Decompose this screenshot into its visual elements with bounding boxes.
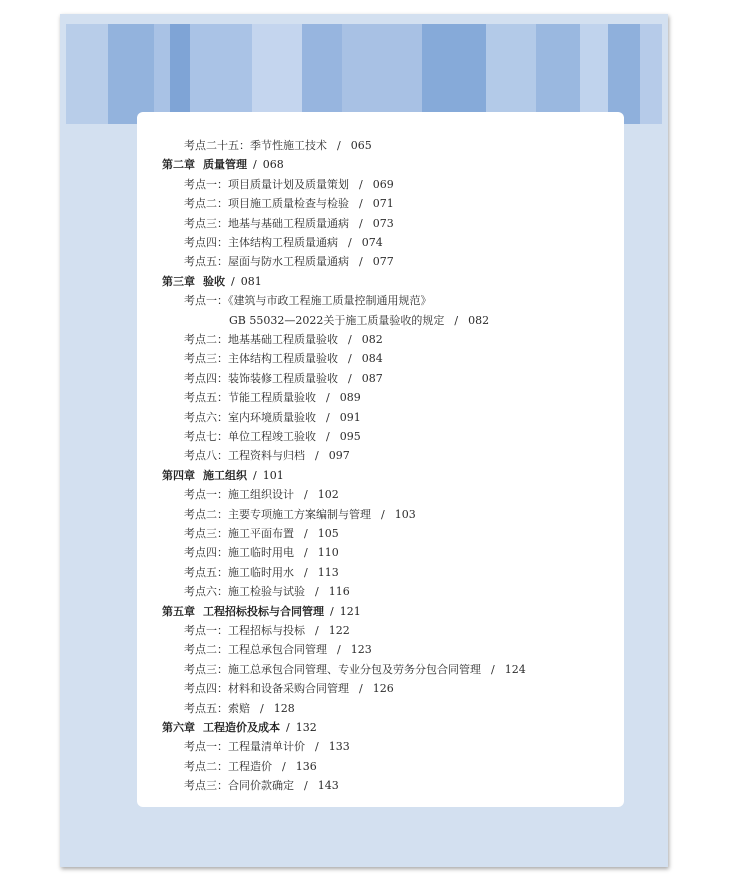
page-separator: / (348, 333, 352, 346)
page-separator: / (359, 197, 363, 211)
page-number: 102 (317, 488, 339, 502)
section-title: 考点三：施工总承包合同管理、专业分包及劳务分包合同管理 (184, 662, 481, 676)
toc-section-row (184, 702, 295, 716)
page-number: 089 (339, 391, 361, 405)
page-separator: / (326, 391, 330, 405)
page-separator: / (491, 662, 495, 676)
chapter-title: 工程造价及成本 (203, 721, 280, 734)
toc-chapter-row (162, 275, 262, 289)
toc-section-row (184, 779, 339, 793)
page-number: 113 (317, 565, 339, 579)
toc-section-row (184, 352, 383, 366)
page-separator: / (282, 759, 286, 773)
chapter-title: 验收 (203, 274, 225, 288)
page-separator: / (348, 371, 352, 385)
toc-continuation-row (229, 314, 489, 328)
section-title: 考点三：主体结构工程质量验收 (184, 352, 338, 366)
section-title: GB 55032—2022关于施工质量验收的规定 (229, 313, 445, 327)
section-title: 考点六：室内环境质量验收 (184, 410, 316, 424)
page-number: 136 (295, 759, 317, 773)
section-title: 考点一：施工组织设计 (184, 488, 294, 502)
page-separator: / (359, 255, 363, 269)
toc-chapter-row (162, 158, 284, 172)
toc-chapter-row (162, 721, 317, 735)
page-number: 126 (372, 682, 394, 696)
page-separator: / (315, 585, 319, 599)
chapter-title: 工程招标投标与合同管理 (203, 604, 324, 618)
page-separator: / (337, 643, 341, 657)
toc-section-row (184, 527, 339, 541)
page-number: 143 (317, 779, 339, 793)
page-number: 101 (262, 468, 284, 482)
page-separator: / (304, 779, 308, 793)
page-separator: / (286, 721, 290, 734)
section-title: 考点一：《建筑与市政工程施工质量控制通用规范》 (184, 294, 432, 308)
chapter-number: 第六章 (162, 721, 195, 734)
section-title: 考点二：工程造价 (184, 759, 272, 773)
chapter-number: 第四章 (162, 468, 195, 482)
section-title: 考点四：施工临时用电 (184, 546, 294, 560)
page-separator: / (330, 604, 334, 618)
toc-section-row (184, 411, 361, 425)
page-number: 082 (361, 333, 383, 346)
page-number: 133 (328, 740, 350, 754)
toc-section-row (184, 566, 339, 580)
page-number: 081 (240, 274, 262, 288)
chapter-title: 质量管理 (203, 158, 247, 172)
section-title: 考点二：地基基础工程质量验收 (184, 333, 338, 346)
page-number: 123 (350, 643, 372, 657)
page-separator: / (253, 158, 257, 172)
page-number: 105 (317, 527, 339, 540)
section-title: 考点四：装饰装修工程质量验收 (184, 371, 338, 385)
page-separator: / (454, 313, 459, 327)
toc-section-row (184, 197, 394, 211)
section-title: 考点二十五：季节性施工技术 (184, 139, 327, 152)
page-number: 097 (328, 449, 350, 463)
page-number: 091 (339, 410, 361, 424)
page-number: 071 (372, 197, 394, 211)
toc-section-row (184, 139, 372, 153)
chapter-number: 第五章 (162, 604, 195, 618)
toc-chapter-row (162, 605, 361, 619)
page-separator: / (315, 624, 319, 637)
page-separator: / (304, 565, 308, 579)
toc-section-row (184, 508, 416, 522)
section-title: 考点八：工程资料与归档 (184, 449, 305, 463)
section-title: 考点一：工程招标与投标 (184, 624, 305, 637)
page-number: 068 (262, 158, 284, 172)
page-number: 132 (295, 721, 317, 734)
page-number: 128 (273, 701, 295, 715)
section-title: 考点一：项目质量计划及质量策划 (184, 177, 349, 191)
section-title: 考点四：材料和设备采购合同管理 (184, 682, 349, 696)
toc-section-row (184, 585, 350, 599)
section-title: 考点二：主要专项施工方案编制与管理 (184, 507, 371, 521)
page-separator: / (337, 139, 341, 152)
page-separator: / (315, 449, 319, 463)
toc-section-row (184, 430, 361, 444)
section-title: 考点一：工程量清单计价 (184, 740, 305, 754)
section-title: 考点三：合同价款确定 (184, 779, 294, 793)
page-separator: / (231, 274, 235, 288)
page-separator: / (304, 527, 308, 540)
toc-section-row (184, 449, 350, 463)
page-separator: / (381, 507, 385, 521)
chapter-title: 施工组织 (203, 468, 247, 482)
page-number: 084 (361, 352, 383, 366)
toc-section-row (184, 624, 350, 638)
toc-section-row (184, 488, 339, 502)
section-title: 考点五：施工临时用水 (184, 565, 294, 579)
toc-section-row (184, 255, 394, 269)
section-title: 考点六：施工检验与试验 (184, 585, 305, 599)
page-separator: / (315, 740, 319, 754)
page-separator: / (348, 236, 352, 249)
toc-section-row (184, 760, 317, 774)
toc-section-row (184, 663, 526, 677)
page-number: 116 (328, 585, 350, 599)
toc-chapter-row (162, 469, 284, 483)
toc-section-row (184, 294, 432, 308)
page-number: 110 (317, 546, 339, 560)
toc-section-row (184, 372, 383, 386)
section-title: 考点五：索赔 (184, 701, 250, 715)
page-number: 069 (372, 177, 394, 191)
page-separator: / (304, 546, 308, 560)
page-separator: / (359, 177, 363, 191)
page-number: 087 (361, 371, 383, 385)
toc-section-row (184, 740, 350, 754)
section-title: 考点七：单位工程竣工验收 (184, 430, 316, 443)
page-number: 074 (361, 236, 383, 249)
page-number: 103 (394, 507, 416, 521)
page-separator: / (348, 352, 352, 366)
toc-section-row (184, 391, 361, 405)
page-separator: / (326, 430, 330, 443)
section-title: 考点四：主体结构工程质量通病 (184, 236, 338, 249)
section-title: 考点二：项目施工质量检查与检验 (184, 197, 349, 211)
section-title: 考点三：施工平面布置 (184, 527, 294, 540)
toc-section-row (184, 333, 383, 347)
page-number: 124 (504, 662, 526, 676)
section-title: 考点五：屋面与防水工程质量通病 (184, 255, 349, 269)
page-number: 065 (350, 139, 372, 152)
page-number: 122 (328, 624, 350, 637)
toc-section-row (184, 217, 394, 231)
chapter-number: 第二章 (162, 158, 195, 172)
toc-card (137, 112, 624, 807)
chapter-number: 第三章 (162, 274, 195, 288)
toc-section-row (184, 643, 372, 657)
toc-section-row (184, 178, 394, 192)
page-number: 073 (372, 216, 394, 230)
section-title: 考点二：工程总承包合同管理 (184, 643, 327, 657)
toc-section-row (184, 546, 339, 560)
page-number: 077 (372, 255, 394, 269)
section-title: 考点三：地基与基础工程质量通病 (184, 216, 349, 230)
toc-section-row (184, 682, 394, 696)
toc-section-row (184, 236, 383, 250)
page-separator: / (326, 410, 330, 424)
page-number: 082 (468, 313, 490, 327)
page-number: 095 (339, 430, 361, 443)
page-separator: / (304, 488, 308, 502)
page-number: 121 (339, 604, 361, 618)
page-separator: / (253, 468, 257, 482)
page-separator: / (359, 682, 363, 696)
page-separator: / (260, 701, 264, 715)
section-title: 考点五：节能工程质量验收 (184, 391, 316, 405)
book-page (60, 14, 668, 867)
page-separator: / (359, 216, 363, 230)
decorative-stripe-band (66, 24, 662, 124)
